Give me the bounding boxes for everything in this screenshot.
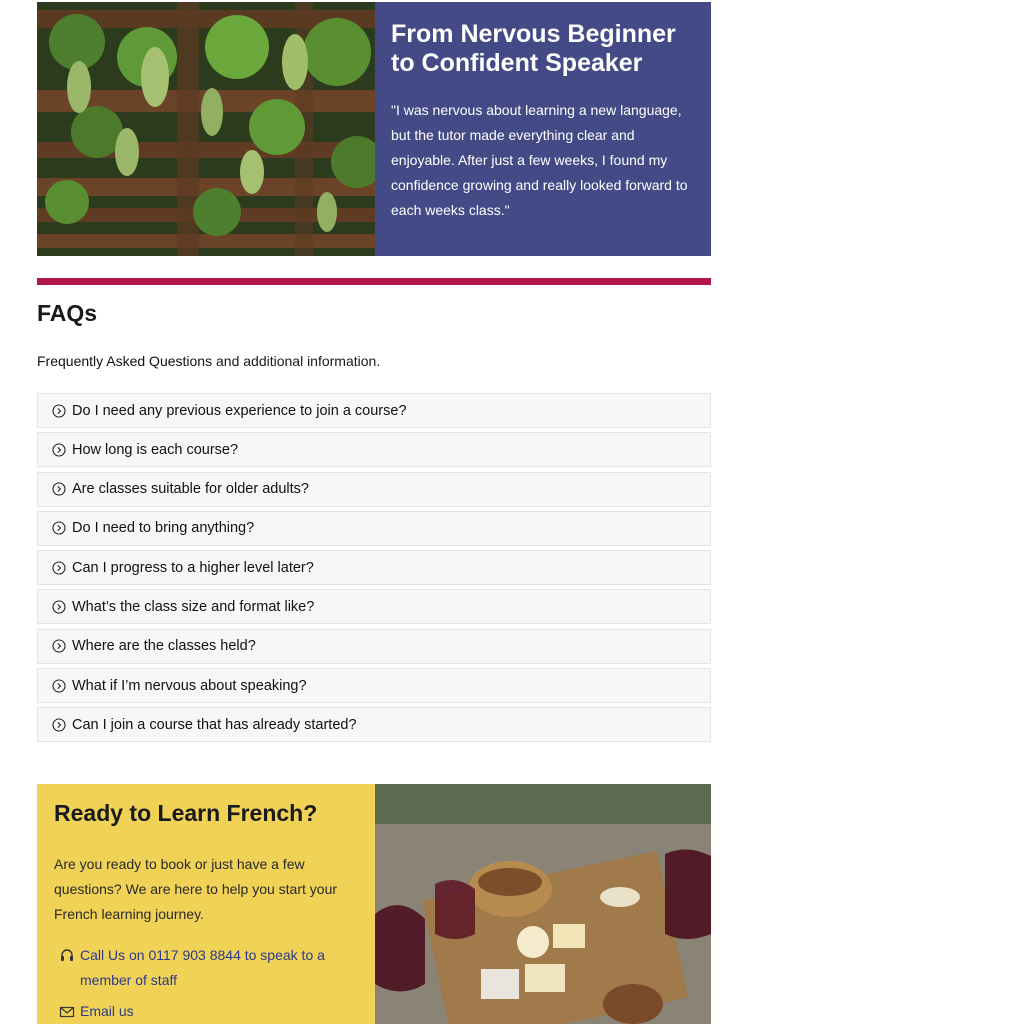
faq-question: Do I need any previous experience to join a course? xyxy=(72,402,407,419)
faq-question: How long is each course? xyxy=(72,441,239,458)
faq-list xyxy=(37,393,711,747)
wine-cheese-photo-icon xyxy=(375,784,711,1024)
testimonial-panel xyxy=(375,2,711,256)
grapevine-image xyxy=(37,2,375,256)
chevron-right-circle-icon xyxy=(52,482,66,496)
testimonial-title: From Nervous Beginner to Confident Speaker xyxy=(391,20,676,77)
chevron-right-circle-icon xyxy=(52,443,66,457)
faq-item[interactable] xyxy=(37,668,711,703)
faq-question: Can I join a course that has already started? xyxy=(72,716,357,733)
faq-question: Do I need to bring anything? xyxy=(72,520,255,537)
headset-icon xyxy=(54,948,80,964)
faq-intro-strong: Frequently Asked Questions xyxy=(37,353,213,369)
chevron-right-circle-icon xyxy=(52,718,66,732)
email-link[interactable]: Email us xyxy=(80,1003,134,1019)
call-row xyxy=(54,943,358,993)
chevron-right-circle-icon xyxy=(52,404,66,418)
chevron-right-circle-icon xyxy=(52,561,66,575)
email-row xyxy=(54,999,358,1024)
envelope-icon xyxy=(54,1004,80,1020)
faq-intro-rest: and additional information. xyxy=(212,353,381,369)
faq-item[interactable] xyxy=(37,550,711,585)
faq-intro xyxy=(37,353,380,369)
testimonial-quote: "I was nervous about learning a new language, but the tutor made everything clear and enjoyable. After just a few weeks, I found my confidence growing and really looked forward to each weeks class." xyxy=(391,102,688,218)
faq-question: Are classes suitable for older adults? xyxy=(72,481,309,498)
faq-question: Where are the classes held? xyxy=(72,638,256,655)
faq-question: What’s the class size and format like? xyxy=(72,598,315,615)
faq-item[interactable] xyxy=(37,432,711,467)
cta-text: Are you ready to book or just have a few questions? We are here to help you start your French learning journey. xyxy=(54,856,338,922)
faq-question: What if I’m nervous about speaking? xyxy=(72,677,307,694)
cta-panel xyxy=(37,784,375,1024)
faq-item[interactable] xyxy=(37,629,711,664)
faq-item[interactable] xyxy=(37,393,711,428)
wine-cheese-image xyxy=(375,784,711,1024)
testimonial-section xyxy=(37,2,711,256)
faq-heading: FAQs xyxy=(37,300,98,326)
faq-item[interactable] xyxy=(37,472,711,507)
chevron-right-circle-icon xyxy=(52,679,66,693)
chevron-right-circle-icon xyxy=(52,600,66,614)
cta-title: Ready to Learn French? xyxy=(54,800,318,826)
call-link[interactable]: Call Us on 0117 903 8844 to speak to a member of staff xyxy=(80,947,325,988)
cta-section xyxy=(37,784,711,1024)
section-divider xyxy=(37,278,711,285)
grapevine-photo-icon xyxy=(37,2,375,256)
faq-item[interactable] xyxy=(37,511,711,546)
faq-item[interactable] xyxy=(37,707,711,742)
faq-question: Can I progress to a higher level later? xyxy=(72,559,314,576)
chevron-right-circle-icon xyxy=(52,639,66,653)
chevron-right-circle-icon xyxy=(52,521,66,535)
faq-item[interactable] xyxy=(37,589,711,624)
